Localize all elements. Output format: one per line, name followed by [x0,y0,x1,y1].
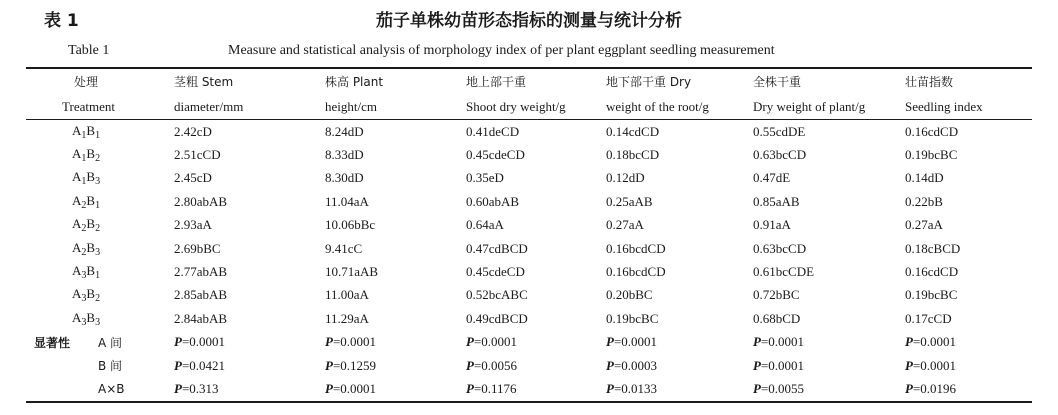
value-cell: 0.14cdCD [606,123,660,139]
value-cell: 10.06bBc [325,217,376,233]
table-row [26,120,1032,144]
treatment-part: B [86,169,96,185]
p-symbol: P [325,334,333,350]
treatment-part: 1 [95,270,101,282]
p-value-cell [903,377,1032,401]
treatment-cell [26,214,172,237]
p-symbol: P [753,334,761,350]
treatment-cell [26,237,172,260]
table-row [26,260,1032,283]
p-value-cell [172,354,323,377]
treatment-part: 3 [95,176,101,188]
table-label-en: Table 1 [68,43,110,58]
treatment-part: B [86,263,96,279]
p-value: =0.0003 [613,357,658,373]
treatment-part: B [86,216,96,232]
treatment-part: 1 [81,129,87,141]
col-header-en: Dry weight of plant/g [751,94,903,120]
p-value: =0.0056 [473,357,518,373]
col-header-cn: 壮苗指数 [903,68,1032,94]
treatment-part: B [86,286,96,302]
header-row-en [26,94,1032,120]
value-cell: 8.33dD [325,147,364,163]
p-value-cell [172,331,323,354]
col-header-cn: 全株干重 [751,68,903,94]
p-symbol: P [905,357,913,373]
value-cell: 0.45cdeCD [466,264,525,280]
p-value: =0.1259 [332,357,377,373]
value-cell: 0.47cdBCD [466,240,528,256]
col-header-en: Seedling index [903,94,1032,120]
value-cell: 2.69bBC [174,240,221,256]
value-cell: 0.91aA [753,217,791,233]
col-header-en: Shoot dry weight/g [464,94,604,120]
treatment-part: 1 [81,153,87,165]
p-symbol: P [466,334,474,350]
value-cell: 0.19bcBC [905,287,958,303]
treatment-part: 3 [81,270,87,282]
p-value-cell [604,331,751,354]
value-cell: 0.55cdDE [753,123,806,139]
value-cell: 0.19bcBC [606,310,659,326]
col-header-en: Treatment [26,94,172,120]
value-cell: 0.85aAB [753,193,800,209]
significance-label-cell [26,377,172,401]
p-value-cell [903,331,1032,354]
treatment-part: A [72,286,82,302]
p-value-cell [464,331,604,354]
header-row-cn [26,68,1032,94]
value-cell: 0.41deCD [466,123,520,139]
treatment-part: 2 [81,199,87,211]
table-row [26,167,1032,190]
table-row [26,237,1032,260]
p-value-cell [604,354,751,377]
treatment-part: 2 [95,153,101,165]
treatment-part: 1 [95,199,101,211]
treatment-part: 3 [81,316,87,328]
treatment-part: A [72,169,82,185]
p-value-cell [604,377,751,401]
col-header-cn: 茎粗 Stem [172,68,323,94]
value-cell: 0.49cdBCD [466,310,528,326]
p-symbol: P [753,357,761,373]
p-value-cell [751,331,903,354]
value-cell: 0.27aA [905,217,943,233]
treatment-cell [26,167,172,190]
treatment-part: 2 [81,246,87,258]
p-value: =0.1176 [473,380,517,396]
table-title-en: Measure and statistical analysis of morphology index of per plant eggplant seedling measurement [228,43,775,58]
treatment-cell [26,120,172,144]
value-cell: 9.41cC [325,240,363,256]
p-symbol: P [325,380,333,396]
value-cell: 0.60abAB [466,193,520,209]
treatment-part: B [86,309,96,325]
table-row [26,143,1032,166]
p-value-cell [464,377,604,401]
p-symbol: P [606,357,614,373]
significance-factor: B 间 [98,359,123,374]
p-value: =0.0001 [181,334,226,350]
value-cell: 10.71aAB [325,264,379,280]
value-cell: 2.51cCD [174,147,221,163]
significance-label-cell [26,331,172,354]
treatment-part: 1 [95,129,101,141]
p-value: =0.0133 [613,380,658,396]
value-cell: 0.35eD [466,170,504,186]
treatment-part: 3 [81,293,87,305]
p-value-cell [464,354,604,377]
p-symbol: P [466,380,474,396]
morphology-table [26,67,1032,403]
p-value: =0.0001 [332,380,377,396]
p-symbol: P [466,357,474,373]
value-cell: 0.16cdCD [905,123,959,139]
value-cell: 2.42cD [174,123,212,139]
significance-label-cell [26,354,172,377]
col-header-cn: 株高 Plant [323,68,464,94]
p-value: =0.0001 [332,334,377,350]
value-cell: 8.24dD [325,123,364,139]
treatment-part: 2 [81,223,87,235]
value-cell: 0.61bcCDE [753,264,815,280]
value-cell: 0.20bBC [606,287,653,303]
col-header-cn: 地下部干重 Dry [604,68,751,94]
value-cell: 0.16bcdCD [606,264,666,280]
value-cell: 0.25aAB [606,193,653,209]
value-cell: 0.16cdCD [905,264,959,280]
p-value: =0.0001 [473,334,518,350]
value-cell: 0.47dE [753,170,791,186]
treatment-part: B [86,122,96,138]
value-cell: 11.04aA [325,193,369,209]
treatment-part: B [86,192,96,208]
treatment-part: 2 [95,223,101,235]
col-header-en: diameter/mm [172,94,323,120]
p-value: =0.0196 [912,380,957,396]
p-value: =0.0421 [181,357,226,373]
value-cell: 0.17cCD [905,310,952,326]
p-symbol: P [606,380,614,396]
value-cell: 2.84abAB [174,310,228,326]
treatment-cell [26,143,172,166]
p-symbol: P [606,334,614,350]
value-cell: 11.29aA [325,310,369,326]
value-cell: 2.80abAB [174,193,228,209]
table-row [26,214,1032,237]
treatment-part: B [86,239,96,255]
table-label-cn: 表 1 [44,11,79,31]
p-value: =0.0001 [912,357,957,373]
treatment-cell [26,307,172,330]
value-cell: 0.12dD [606,170,645,186]
p-value-cell [323,354,464,377]
significance-row [26,354,1032,377]
treatment-part: A [72,239,82,255]
treatment-part: A [72,216,82,232]
p-value-cell [903,354,1032,377]
p-symbol: P [174,357,182,373]
table-title-cn: 茄子单株幼苗形态指标的测量与统计分析 [376,11,682,31]
p-value: =0.0001 [760,357,805,373]
treatment-part: A [72,146,82,162]
p-value: =0.0001 [912,334,957,350]
treatment-cell [26,190,172,213]
p-symbol: P [174,380,182,396]
treatment-part: 3 [95,316,101,328]
value-cell: 0.63bcCD [753,147,807,163]
treatment-part: A [72,309,82,325]
col-header-en: weight of the root/g [604,94,751,120]
col-header-en: height/cm [323,94,464,120]
treatment-cell [26,284,172,307]
treatment-part: 3 [95,246,101,258]
table-row [26,284,1032,307]
p-value-cell [172,377,323,401]
p-symbol: P [905,334,913,350]
value-cell: 2.93aA [174,217,212,233]
p-symbol: P [905,380,913,396]
value-cell: 0.18cBCD [905,240,961,256]
significance-factor: A×B [98,381,125,396]
value-cell: 0.22bB [905,193,943,209]
value-cell: 2.77abAB [174,264,228,280]
p-value: =0.0055 [760,380,805,396]
value-cell: 0.72bBC [753,287,800,303]
treatment-part: A [72,122,82,138]
value-cell: 0.64aA [466,217,504,233]
treatment-part: 1 [81,176,87,188]
value-cell: 0.19bcBC [905,147,958,163]
value-cell: 8.30dD [325,170,364,186]
treatment-part: A [72,263,82,279]
significance-row [26,331,1032,354]
p-symbol: P [325,357,333,373]
p-value: =0.0001 [760,334,805,350]
p-value-cell [323,331,464,354]
value-cell: 2.45cD [174,170,212,186]
treatment-part: B [86,146,96,162]
significance-factor: A 间 [98,335,123,350]
value-cell: 0.45cdeCD [466,147,525,163]
value-cell: 0.63bcCD [753,240,807,256]
p-value: =0.313 [181,380,219,396]
p-value-cell [751,354,903,377]
table-row [26,190,1032,213]
value-cell: 0.18bcCD [606,147,660,163]
value-cell: 11.00aA [325,287,369,303]
col-header-cn: 处理 [26,68,172,94]
p-symbol: P [174,334,182,350]
p-value-cell [751,377,903,401]
value-cell: 0.16bcdCD [606,240,666,256]
p-value: =0.0001 [613,334,658,350]
value-cell: 0.27aA [606,217,644,233]
treatment-part: A [72,192,82,208]
significance-row [26,377,1032,401]
p-value-cell [323,377,464,401]
significance-label: 显著性 [34,335,71,350]
col-header-cn: 地上部干重 [464,68,604,94]
value-cell: 2.85abAB [174,287,228,303]
p-symbol: P [753,380,761,396]
value-cell: 0.14dD [905,170,944,186]
table-row [26,307,1032,330]
value-cell: 0.52bcABC [466,287,528,303]
treatment-cell [26,260,172,283]
treatment-part: 2 [95,293,101,305]
value-cell: 0.68bCD [753,310,801,326]
